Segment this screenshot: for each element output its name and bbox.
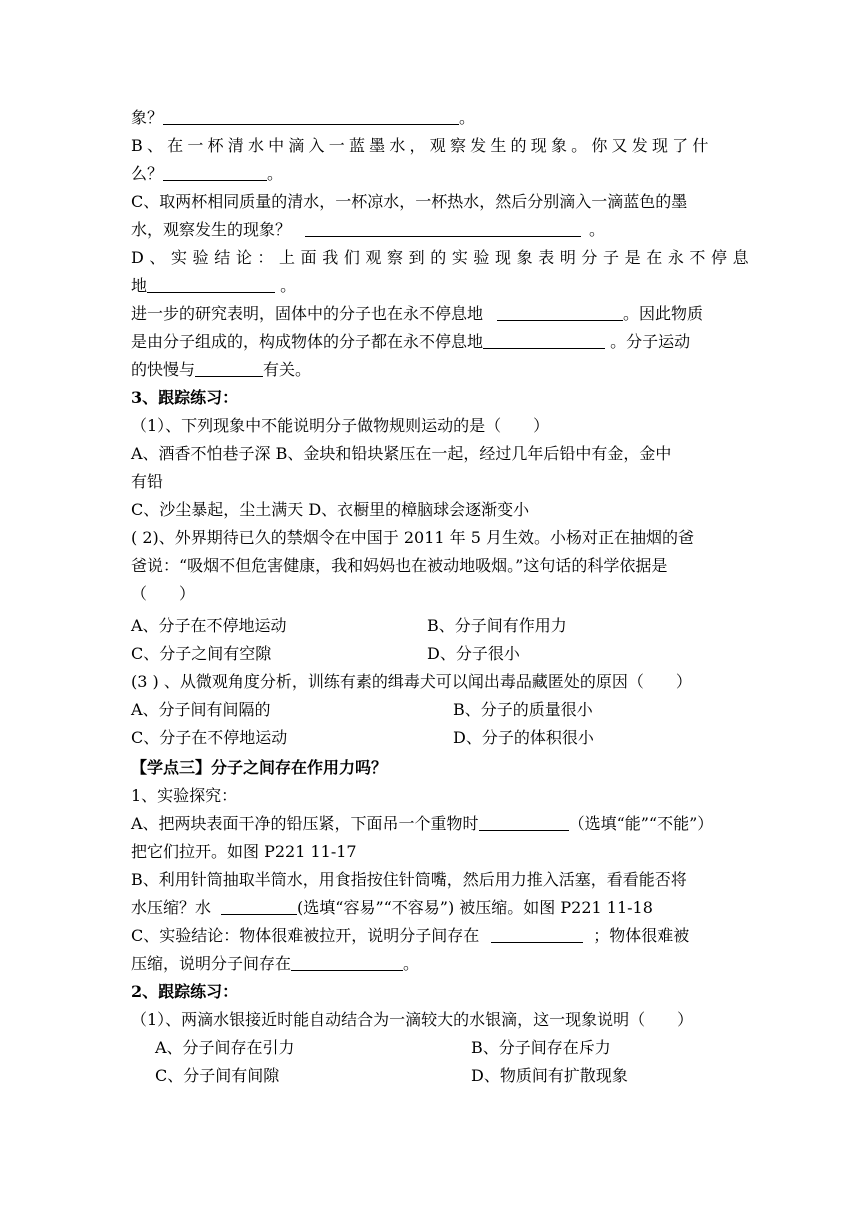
option-line: C、沙尘暴起，尘土满天 D、衣橱里的樟脑球会逐渐变小	[131, 500, 530, 519]
option-row: C、分子间有间隙 D、物质间有扩散现象	[155, 1066, 628, 1085]
section-heading: 3、跟踪练习：	[131, 388, 239, 407]
line-C-cont: 压缩，说明分子间存在 。	[131, 954, 420, 973]
subheading: 1、实验探究：	[131, 786, 238, 805]
answer-blank[interactable]	[195, 360, 263, 377]
option-line: A、酒香不怕巷子深 B、金块和铅块紧压在一起，经过几年后铅中有金，金中	[131, 444, 672, 463]
answer-blank[interactable]	[291, 954, 403, 971]
answer-blank[interactable]	[497, 304, 623, 321]
line-9: 是由分子组成的，构成物体的分子都在永不停息地 。分子运动	[131, 332, 691, 351]
answer-blank[interactable]	[491, 926, 583, 943]
answer-blank[interactable]	[483, 332, 605, 349]
answer-blank[interactable]	[221, 898, 297, 915]
line-4: C、取两杯相同质量的清水，一杯凉水，一杯热水，然后分别滴入一滴蓝色的墨	[131, 192, 688, 211]
question-2: ( 2)、外界期待已久的禁烟令在中国于 2011 年 5 月生效。小杨对正在抽烟的爸	[131, 528, 694, 547]
line-1: 象？ 。	[131, 108, 476, 127]
section-title: 【学点三】分子之间存在作用力吗？	[131, 758, 388, 777]
line-6: D、实验结论：上面我们观察到的实验现象表明分子是在永不停息	[131, 248, 755, 267]
line-B-cont: 水压缩？水 (选填“容易”“不容易”) 被压缩。如图 P221 11-18	[131, 898, 653, 917]
answer-blank[interactable]	[163, 108, 459, 125]
question-1: （1）、下列现象中不能说明分子做物规则运动的是（ ）	[131, 416, 550, 435]
answer-blank[interactable]	[479, 814, 569, 831]
question-3: (3 ) 、从微观角度分析，训练有素的缉毒犬可以闻出毒品藏匿处的原因（ ）	[131, 672, 692, 691]
option-row: C、分子在不停地运动 D、分子的体积很小	[131, 728, 594, 747]
answer-blank[interactable]	[147, 276, 275, 293]
line-A-cont: 把它们拉开。如图 P221 11-17	[131, 842, 357, 861]
line-2: B、在一杯清水中滴入一蓝墨水，观察发生的现象。你又发现了什	[131, 136, 713, 155]
section-heading-2: 2、跟踪练习：	[131, 982, 239, 1001]
option-row: A、分子间有间隔的 B、分子的质量很小	[131, 700, 593, 719]
option-row: A、分子间存在引力 B、分子间存在斥力	[155, 1038, 611, 1057]
answer-blank[interactable]	[305, 220, 581, 237]
line-C: C、实验结论：物体很难被拉开，说明分子间存在 ；物体很难被	[131, 926, 690, 945]
line-8: 进一步的研究表明，固体中的分子也在永不停息地 。因此物质	[131, 304, 704, 323]
line-7: 地 。	[131, 276, 297, 295]
option-row: C、分子之间有空隙 D、分子很小	[131, 644, 520, 663]
answer-parens: （ ）	[131, 584, 196, 603]
line-A: A、把两块表面干净的铅压紧，下面吊一个重物时 （选填“能”“不能”）	[131, 814, 714, 833]
question-2-cont: 爸说：“吸烟不但危害健康，我和妈妈也在被动地吸烟。”这句话的科学依据是	[131, 556, 668, 575]
line-5: 水，观察发生的现象？ 。	[131, 220, 606, 239]
option-row: A、分子在不停地运动 B、分子间有作用力	[131, 616, 567, 635]
answer-blank[interactable]	[163, 164, 267, 181]
option-line: 有铅	[131, 472, 164, 491]
line-3: 么？ 。	[131, 164, 284, 183]
question-4: （1）、两滴水银接近时能自动结合为一滴较大的水银滴，这一现象说明（ ）	[131, 1010, 694, 1029]
line-B: B、利用针筒抽取半筒水，用食指按住针筒嘴，然后用力推入活塞，看看能否将	[131, 870, 687, 889]
line-10: 的快慢与 有关。	[131, 360, 312, 379]
